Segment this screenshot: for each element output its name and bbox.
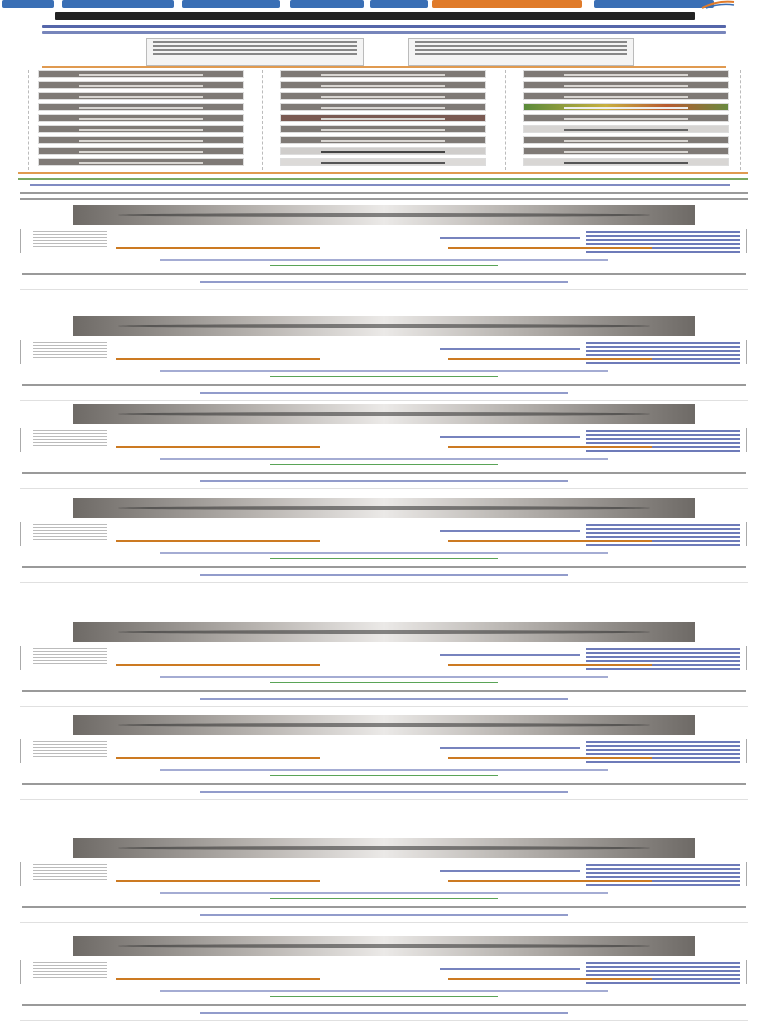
section-hero-image[interactable] [73,622,695,642]
section-accent-line [270,558,498,559]
gallery-thumbnail[interactable] [280,158,486,166]
gallery-thumbnail[interactable] [523,136,729,144]
section-price-links[interactable] [586,229,747,253]
section-divider-right [448,978,652,980]
gallery-thumbnail[interactable] [280,92,486,100]
section-accent-line [270,996,498,997]
gallery-thumbnail[interactable] [280,147,486,155]
section-specs-table [20,340,117,364]
section-accent-line [270,376,498,377]
section-hero-image[interactable] [73,316,695,336]
gallery-thumbnail[interactable] [523,81,729,89]
section-divider-left [116,880,320,882]
section-caption [22,906,746,908]
section-caption [22,1004,746,1006]
section-divider-left [116,664,320,666]
section-hero-image[interactable] [73,498,695,518]
info-box-left [146,38,364,66]
column-divider [262,70,264,170]
nav-tab-4[interactable] [290,0,364,8]
section-link-row[interactable] [160,259,608,261]
section-caption [22,690,746,692]
section-separator [20,799,748,800]
gallery-link[interactable] [30,184,730,186]
gallery-thumbnail[interactable] [38,147,244,155]
column-divider [28,70,30,170]
section-specs-table [20,739,117,763]
section-price-links[interactable] [586,428,747,452]
nav-tab-1[interactable] [2,0,54,8]
section-hero-image[interactable] [73,715,695,735]
section-hero-image[interactable] [73,205,695,225]
nav-tab-3[interactable] [182,0,280,8]
section-link-row[interactable] [160,458,608,460]
section-divider-left [116,540,320,542]
gallery-column-2 [280,70,486,168]
section-link-row[interactable] [440,654,580,656]
gallery-thumbnail[interactable] [38,136,244,144]
logo-swoosh-icon [700,0,736,9]
section-divider-left [116,358,320,360]
page-subtitle-line-1 [42,25,726,28]
nav-tab-2[interactable] [62,0,174,8]
section-separator [20,289,748,290]
section-link-row[interactable] [160,552,608,554]
gallery-thumbnail[interactable] [38,114,244,122]
section-specs-table [20,960,117,984]
gallery-thumbnail[interactable] [38,158,244,166]
nav-tab-7[interactable] [594,0,714,8]
section-price-links[interactable] [586,340,747,364]
gallery-thumbnail[interactable] [38,125,244,133]
section-more-link[interactable] [200,480,568,482]
gallery-thumbnail[interactable] [38,92,244,100]
section-divider-left [116,446,320,448]
section-separator [20,922,748,923]
gallery-column-1 [38,70,244,168]
gallery-thumbnail[interactable] [38,70,244,78]
gallery-thumbnail[interactable] [280,114,486,122]
gallery-thumbnail[interactable] [280,81,486,89]
section-link-row[interactable] [160,990,608,992]
section-price-links[interactable] [586,960,747,984]
info-line [415,45,627,47]
gallery-thumbnail[interactable] [38,81,244,89]
nav-tab-6[interactable] [432,0,582,8]
section-more-link[interactable] [200,281,568,283]
section-hero-image[interactable] [73,404,695,424]
gallery-thumbnail[interactable] [523,125,729,133]
section-separator [20,582,748,583]
section-link-row[interactable] [160,892,608,894]
gallery-thumbnail[interactable] [280,125,486,133]
section-hero-image[interactable] [73,936,695,956]
gallery-thumbnail[interactable] [523,158,729,166]
section-link-row[interactable] [440,530,580,532]
section-separator [20,400,748,401]
gallery-thumbnail[interactable] [523,103,729,111]
section-link-row[interactable] [440,348,580,350]
section-divider-right [448,757,652,759]
info-line [415,49,627,51]
section-caption [22,472,746,474]
section-more-link[interactable] [200,392,568,394]
section-link-row[interactable] [440,747,580,749]
info-line [153,53,357,55]
section-caption [22,783,746,785]
section-more-link[interactable] [200,1012,568,1014]
section-price-links[interactable] [586,522,747,546]
section-more-link[interactable] [200,698,568,700]
info-line [153,41,357,43]
nav-tab-5[interactable] [370,0,428,8]
section-divider-left [116,247,320,249]
section-separator [20,1020,748,1021]
page-title [55,12,695,20]
column-divider [505,70,507,170]
info-line [415,41,627,43]
section-specs-table [20,862,117,886]
column-divider [740,70,742,170]
paragraph-line [20,198,748,200]
section-link-row[interactable] [160,676,608,678]
section-link-row[interactable] [160,769,608,771]
section-divider-right [448,664,652,666]
section-accent-line [270,682,498,683]
section-link-row[interactable] [440,968,580,970]
section-link-row[interactable] [160,370,608,372]
section-price-links[interactable] [586,862,747,886]
section-divider-right [448,540,652,542]
section-accent-line [270,265,498,266]
gallery-thumbnail[interactable] [523,92,729,100]
section-hero-image[interactable] [73,838,695,858]
gallery-thumbnail[interactable] [523,114,729,122]
gallery-column-3 [523,70,729,168]
top-navigation [0,0,768,9]
gallery-link[interactable] [18,172,748,174]
section-specs-table [20,428,117,452]
section-separator [20,488,748,489]
section-more-link[interactable] [200,791,568,793]
section-more-link[interactable] [200,574,568,576]
section-divider-left [116,978,320,980]
section-divider-right [448,880,652,882]
section-link-row[interactable] [440,870,580,872]
section-divider-right [448,358,652,360]
section-caption [22,384,746,386]
section-more-link[interactable] [200,914,568,916]
section-accent-line [270,898,498,899]
section-link-row[interactable] [440,237,580,239]
section-price-links[interactable] [586,646,747,670]
section-divider-left [116,757,320,759]
paragraph-line [20,192,748,194]
gallery-heading [42,66,726,68]
gallery-thumbnail[interactable] [280,136,486,144]
section-separator [20,706,748,707]
section-caption [22,566,746,568]
section-link-row[interactable] [440,436,580,438]
gallery-thumbnail[interactable] [280,103,486,111]
section-specs-table [20,646,117,670]
section-price-links[interactable] [586,739,747,763]
section-accent-line [270,464,498,465]
info-box-right [408,38,634,66]
gallery-thumbnail[interactable] [523,147,729,155]
section-divider-right [448,446,652,448]
page-subtitle-line-2 [42,31,726,34]
gallery-thumbnail[interactable] [280,70,486,78]
section-specs-table [20,522,117,546]
gallery-thumbnail[interactable] [523,70,729,78]
section-accent-line [270,775,498,776]
section-caption [22,273,746,275]
info-line [153,45,357,47]
gallery-thumbnail[interactable] [38,103,244,111]
info-line [415,53,627,55]
info-line [153,49,357,51]
gallery-link[interactable] [18,178,748,180]
section-divider-right [448,247,652,249]
section-specs-table [20,229,117,253]
